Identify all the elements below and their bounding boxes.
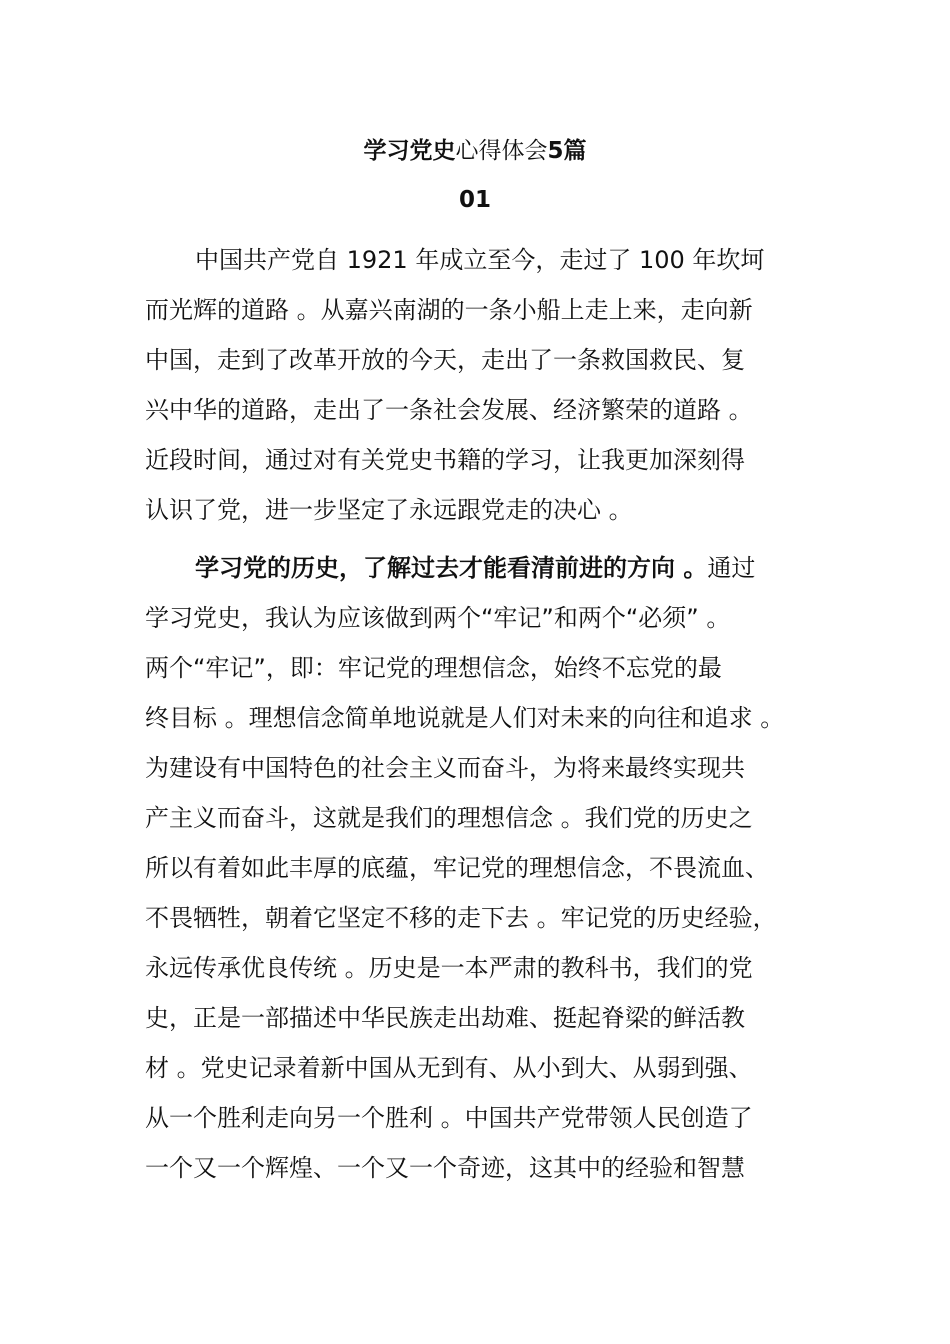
paragraph-line: 产主义而奋斗，这就是我们的理想信念 。我们党的历史之 <box>145 804 753 832</box>
paragraph-line: 而光辉的道路 。从嘉兴南湖的一条小船上走上来，走向新 <box>145 296 753 324</box>
title-rest-part: 心得体会5篇 <box>455 138 587 164</box>
paragraph-line: 史，正是一部描述中华民族走出劫难、挺起脊梁的鲜活教 <box>145 1004 745 1032</box>
paragraph-line: 永远传承优良传统 。历史是一本严肃的教科书，我们的党 <box>145 954 753 982</box>
paragraph-line: 一个又一个辉煌、一个又一个奇迹，这其中的经验和智慧 <box>145 1154 745 1182</box>
title-count: 5篇 <box>547 138 587 164</box>
paragraph-line: 中国，走到了改革开放的今天，走出了一条救国救民、复 <box>145 346 745 374</box>
paragraph-line: 从一个胜利走向另一个胜利 。中国共产党带领人民创造了 <box>145 1104 753 1132</box>
section-number: 01 <box>458 187 491 213</box>
paragraph-line: 近段时间，通过对有关党史书籍的学习，让我更加深刻得 <box>145 446 745 474</box>
document-title <box>0 133 950 169</box>
paragraph-heading: 学习党的历史，了解过去才能看清前进的方向 。 <box>195 554 708 582</box>
paragraph-line: 兴中华的道路，走出了一条社会发展、经济繁荣的道路 。 <box>145 396 753 424</box>
paragraph-line: 终目标 。理想信念简单地说就是人们对未来的向往和追求 。 <box>145 704 785 732</box>
paragraph-first-line <box>195 551 755 585</box>
paragraph-line: 中国共产党自 1921 年成立至今，走过了 100 年坎坷 <box>195 246 765 274</box>
paragraph-first-line-rest: 通过 <box>707 554 756 582</box>
paragraph-line: 所以有着如此丰厚的底蕴，牢记党的理想信念，不畏流血、 <box>145 854 769 882</box>
paragraph-line: 学习党史，我认为应该做到两个“牢记”和两个“必须” 。 <box>145 604 731 632</box>
paragraph-line: 不畏牺牲，朝着它坚定不移的走下去 。牢记党的历史经验， <box>145 904 777 932</box>
paragraph-line: 为建设有中国特色的社会主义而奋斗，为将来最终实现共 <box>145 754 745 782</box>
paragraph-line: 认识了党，进一步坚定了永远跟党走的决心 。 <box>145 496 633 524</box>
paragraph-line: 两个“牢记”，即：牢记党的理想信念，始终不忘党的最 <box>145 654 722 682</box>
title-bold-part: 学习党史 <box>363 138 456 164</box>
paragraph-line: 材 。党史记录着新中国从无到有、从小到大、从弱到强、 <box>145 1054 753 1082</box>
